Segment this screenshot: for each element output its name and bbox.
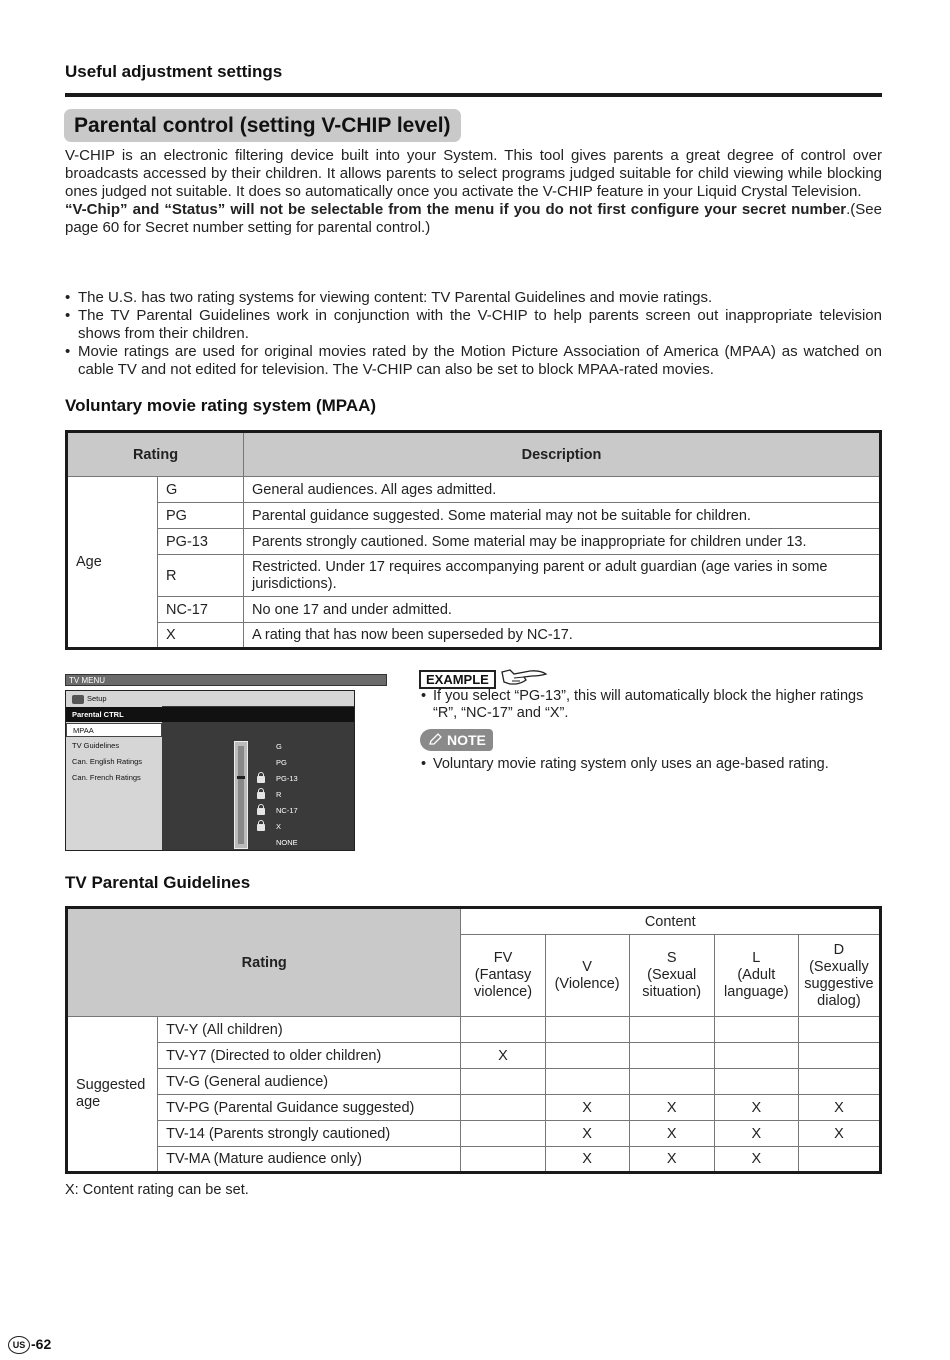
tv-menu-item-can-french: Can. French Ratings — [72, 773, 141, 782]
tvpg-heading: TV Parental Guidelines — [65, 873, 251, 892]
mpaa-desc: No one 17 and under admitted. — [244, 597, 881, 623]
tv-menu-setup — [66, 691, 354, 706]
mpaa-col-rating: Rating — [67, 432, 244, 477]
tvpg-mark: X — [714, 1121, 798, 1147]
tv-menu-rating: PG — [276, 758, 287, 767]
tvpg-content-col — [714, 935, 798, 1017]
tvpg-mark: X — [545, 1121, 629, 1147]
tvpg-mark — [545, 1069, 629, 1095]
tvpg-mark — [629, 1043, 714, 1069]
mpaa-desc: Parents strongly cautioned. Some material may be inappropriate for children under 13. — [244, 529, 881, 555]
lock-icon — [257, 792, 265, 799]
tvpg-content-code: S — [666, 950, 677, 966]
tv-menu-rating: NC-17 — [276, 806, 298, 815]
tv-menu-panel — [65, 690, 355, 851]
tvpg-row-label: TV-G (General audience) — [158, 1069, 461, 1095]
intro-warning — [65, 201, 882, 237]
tvpg-row-label: TV-MA (Mature audience only) — [158, 1147, 461, 1173]
tvpg-content-code: V — [582, 958, 592, 975]
tvpg-mark — [461, 1121, 545, 1147]
mpaa-code: NC-17 — [158, 597, 244, 623]
tvpg-mark: X — [461, 1043, 545, 1069]
tv-menu-rating: PG-13 — [276, 774, 298, 783]
example-text: • If you select “PG-13”, this will automatically block the higher ratings “R”, “NC-17” and “X”. — [421, 688, 864, 721]
tvpg-content-desc: (Fantasy violence) — [474, 967, 533, 1000]
tvpg-row-label: TV-PG (Parental Guidance suggested) — [158, 1095, 461, 1121]
tv-menu-item-can-english: Can. English Ratings — [72, 757, 143, 766]
tv-menu-item-tv-guidelines: TV Guidelines — [72, 741, 120, 750]
region-badge: US — [8, 1336, 30, 1354]
tvpg-mark — [461, 1147, 545, 1173]
mpaa-code: X — [158, 623, 244, 649]
mpaa-table — [65, 430, 882, 650]
lock-icon — [257, 808, 265, 815]
tvpg-mark — [629, 1017, 714, 1043]
tvpg-table — [65, 906, 882, 1174]
tv-menu-setup-label: Setup — [87, 694, 107, 703]
tvpg-mark: X — [798, 1095, 880, 1121]
example-label: EXAMPLE — [419, 670, 496, 689]
mpaa-desc: A rating that has now been superseded by NC-17. — [244, 623, 881, 649]
pointing-hand-icon — [500, 666, 548, 688]
tvpg-mark — [798, 1043, 880, 1069]
tvpg-content-col — [629, 935, 714, 1017]
tvpg-mark — [461, 1017, 545, 1043]
tvpg-mark — [714, 1069, 798, 1095]
tvpg-mark — [545, 1017, 629, 1043]
note-label-text: NOTE — [447, 732, 486, 748]
tvpg-content-code: FV — [493, 950, 513, 966]
tvpg-content-code: D — [833, 941, 845, 958]
tvpg-mark — [461, 1095, 545, 1121]
tv-menu-title: TV MENU — [65, 674, 387, 686]
lock-icon — [257, 776, 265, 783]
tvpg-col-rating: Rating — [67, 908, 461, 1017]
tvpg-group-suggested-age: Suggested age — [67, 1017, 158, 1173]
footnote: X: Content rating can be set. — [65, 1182, 249, 1198]
mpaa-desc: General audiences. All ages admitted. — [244, 477, 881, 503]
setup-icon — [72, 695, 84, 704]
mpaa-group-age: Age — [67, 477, 158, 649]
page-title: Parental control (setting V-CHIP level) — [64, 109, 461, 142]
mpaa-desc: Parental guidance suggested. Some material may not be suitable for children. — [244, 503, 881, 529]
tv-menu-rating: X — [276, 822, 282, 831]
section-header: Useful adjustment settings — [65, 62, 283, 81]
tv-menu-rating: G — [276, 742, 282, 751]
tvpg-content-col — [798, 935, 880, 1017]
mpaa-col-description: Description — [244, 432, 881, 477]
tvpg-mark — [545, 1043, 629, 1069]
tvpg-mark — [798, 1017, 880, 1043]
tvpg-row-label: TV-Y7 (Directed to older children) — [158, 1043, 461, 1069]
tv-menu-rating: NONE — [276, 838, 298, 847]
note-text-body: Voluntary movie rating system only uses an age-based rating. — [433, 756, 829, 772]
tvpg-mark: X — [545, 1095, 629, 1121]
mpaa-code: PG — [158, 503, 244, 529]
tvpg-content-code: L — [752, 950, 761, 966]
tvpg-mark: X — [714, 1147, 798, 1173]
intro-warning-bold: “V-Chip” and “Status” will not be selectable from the menu if you do not first configure your secret number — [65, 201, 847, 218]
tvpg-mark: X — [714, 1095, 798, 1121]
tvpg-mark: X — [629, 1147, 714, 1173]
tv-menu-parental-ctrl: Parental CTRL — [66, 707, 354, 722]
bullet-item: • Movie ratings are used for original movies rated by the Motion Picture Association of America (MPAA) as watched on cable TV and not edited for television. The V-CHIP can also be set to block MPAA-rated movies. — [65, 343, 882, 379]
mpaa-code: G — [158, 477, 244, 503]
mpaa-heading: Voluntary movie rating system (MPAA) — [65, 396, 377, 415]
tvpg-content-desc: (Adult language) — [724, 967, 789, 1000]
page-number — [8, 1336, 51, 1354]
bullet-list — [65, 289, 882, 379]
intro-warning-tail: .(See page 60 for Secret number setting for parental control.) — [65, 201, 882, 236]
tvpg-mark: X — [545, 1147, 629, 1173]
tvpg-row-label: TV-Y (All children) — [158, 1017, 461, 1043]
tvpg-content-col — [545, 935, 629, 1017]
tvpg-mark — [798, 1069, 880, 1095]
note-label — [420, 729, 493, 751]
tv-menu-slider — [234, 741, 248, 849]
tvpg-mark: X — [629, 1095, 714, 1121]
bullet-item: • The U.S. has two rating systems for viewing content: TV Parental Guidelines and movie ratings. — [65, 289, 882, 307]
tvpg-mark — [714, 1043, 798, 1069]
pencil-icon — [428, 733, 442, 747]
tv-menu-item-mpaa: MPAA — [66, 723, 162, 737]
bullet-item: • The TV Parental Guidelines work in conjunction with the V-CHIP to help parents screen out inappropriate television shows from their children. — [65, 307, 882, 343]
tv-menu-rating: R — [276, 790, 282, 799]
intro-text — [65, 147, 882, 237]
tvpg-row-label: TV-14 (Parents strongly cautioned) — [158, 1121, 461, 1147]
tvpg-mark — [629, 1069, 714, 1095]
tvpg-mark — [714, 1017, 798, 1043]
intro-paragraph: V-CHIP is an electronic filtering device built into your System. This tool gives parents a great degree of control over broadcasts accessed by their children. It allows parents to select programs judged suitable for child viewing while blocking ones judged not suitable. It does so automatically once you activate the V-CHIP feature in your Liquid Crystal Television. — [65, 147, 882, 200]
tvpg-content-desc: (Violence) — [554, 975, 620, 992]
tvpg-content-desc: (Sexually suggestive dialog) — [804, 958, 874, 1009]
tvpg-content-desc: (Sexual situation) — [642, 967, 702, 1000]
tvpg-mark: X — [629, 1121, 714, 1147]
page-number-text: -62 — [31, 1336, 52, 1352]
tvpg-mark — [461, 1069, 545, 1095]
mpaa-code: PG-13 — [158, 529, 244, 555]
note-text: • Voluntary movie rating system only uses an age-based rating. — [421, 756, 829, 772]
tvpg-content-col — [461, 935, 545, 1017]
mpaa-code: R — [158, 555, 244, 597]
example-text-body: If you select “PG-13”, this will automatically block the higher ratings “R”, “NC-17” and “X”. — [433, 688, 864, 721]
lock-icon — [257, 824, 265, 831]
tvpg-col-content: Content — [461, 908, 881, 935]
tv-menu-slider-knob — [237, 776, 245, 779]
header-rule — [65, 93, 882, 97]
tvpg-mark — [798, 1147, 880, 1173]
mpaa-desc: Restricted. Under 17 requires accompanying parent or adult guardian (age varies in some jurisdictions). — [244, 555, 881, 597]
tvpg-mark: X — [798, 1121, 880, 1147]
